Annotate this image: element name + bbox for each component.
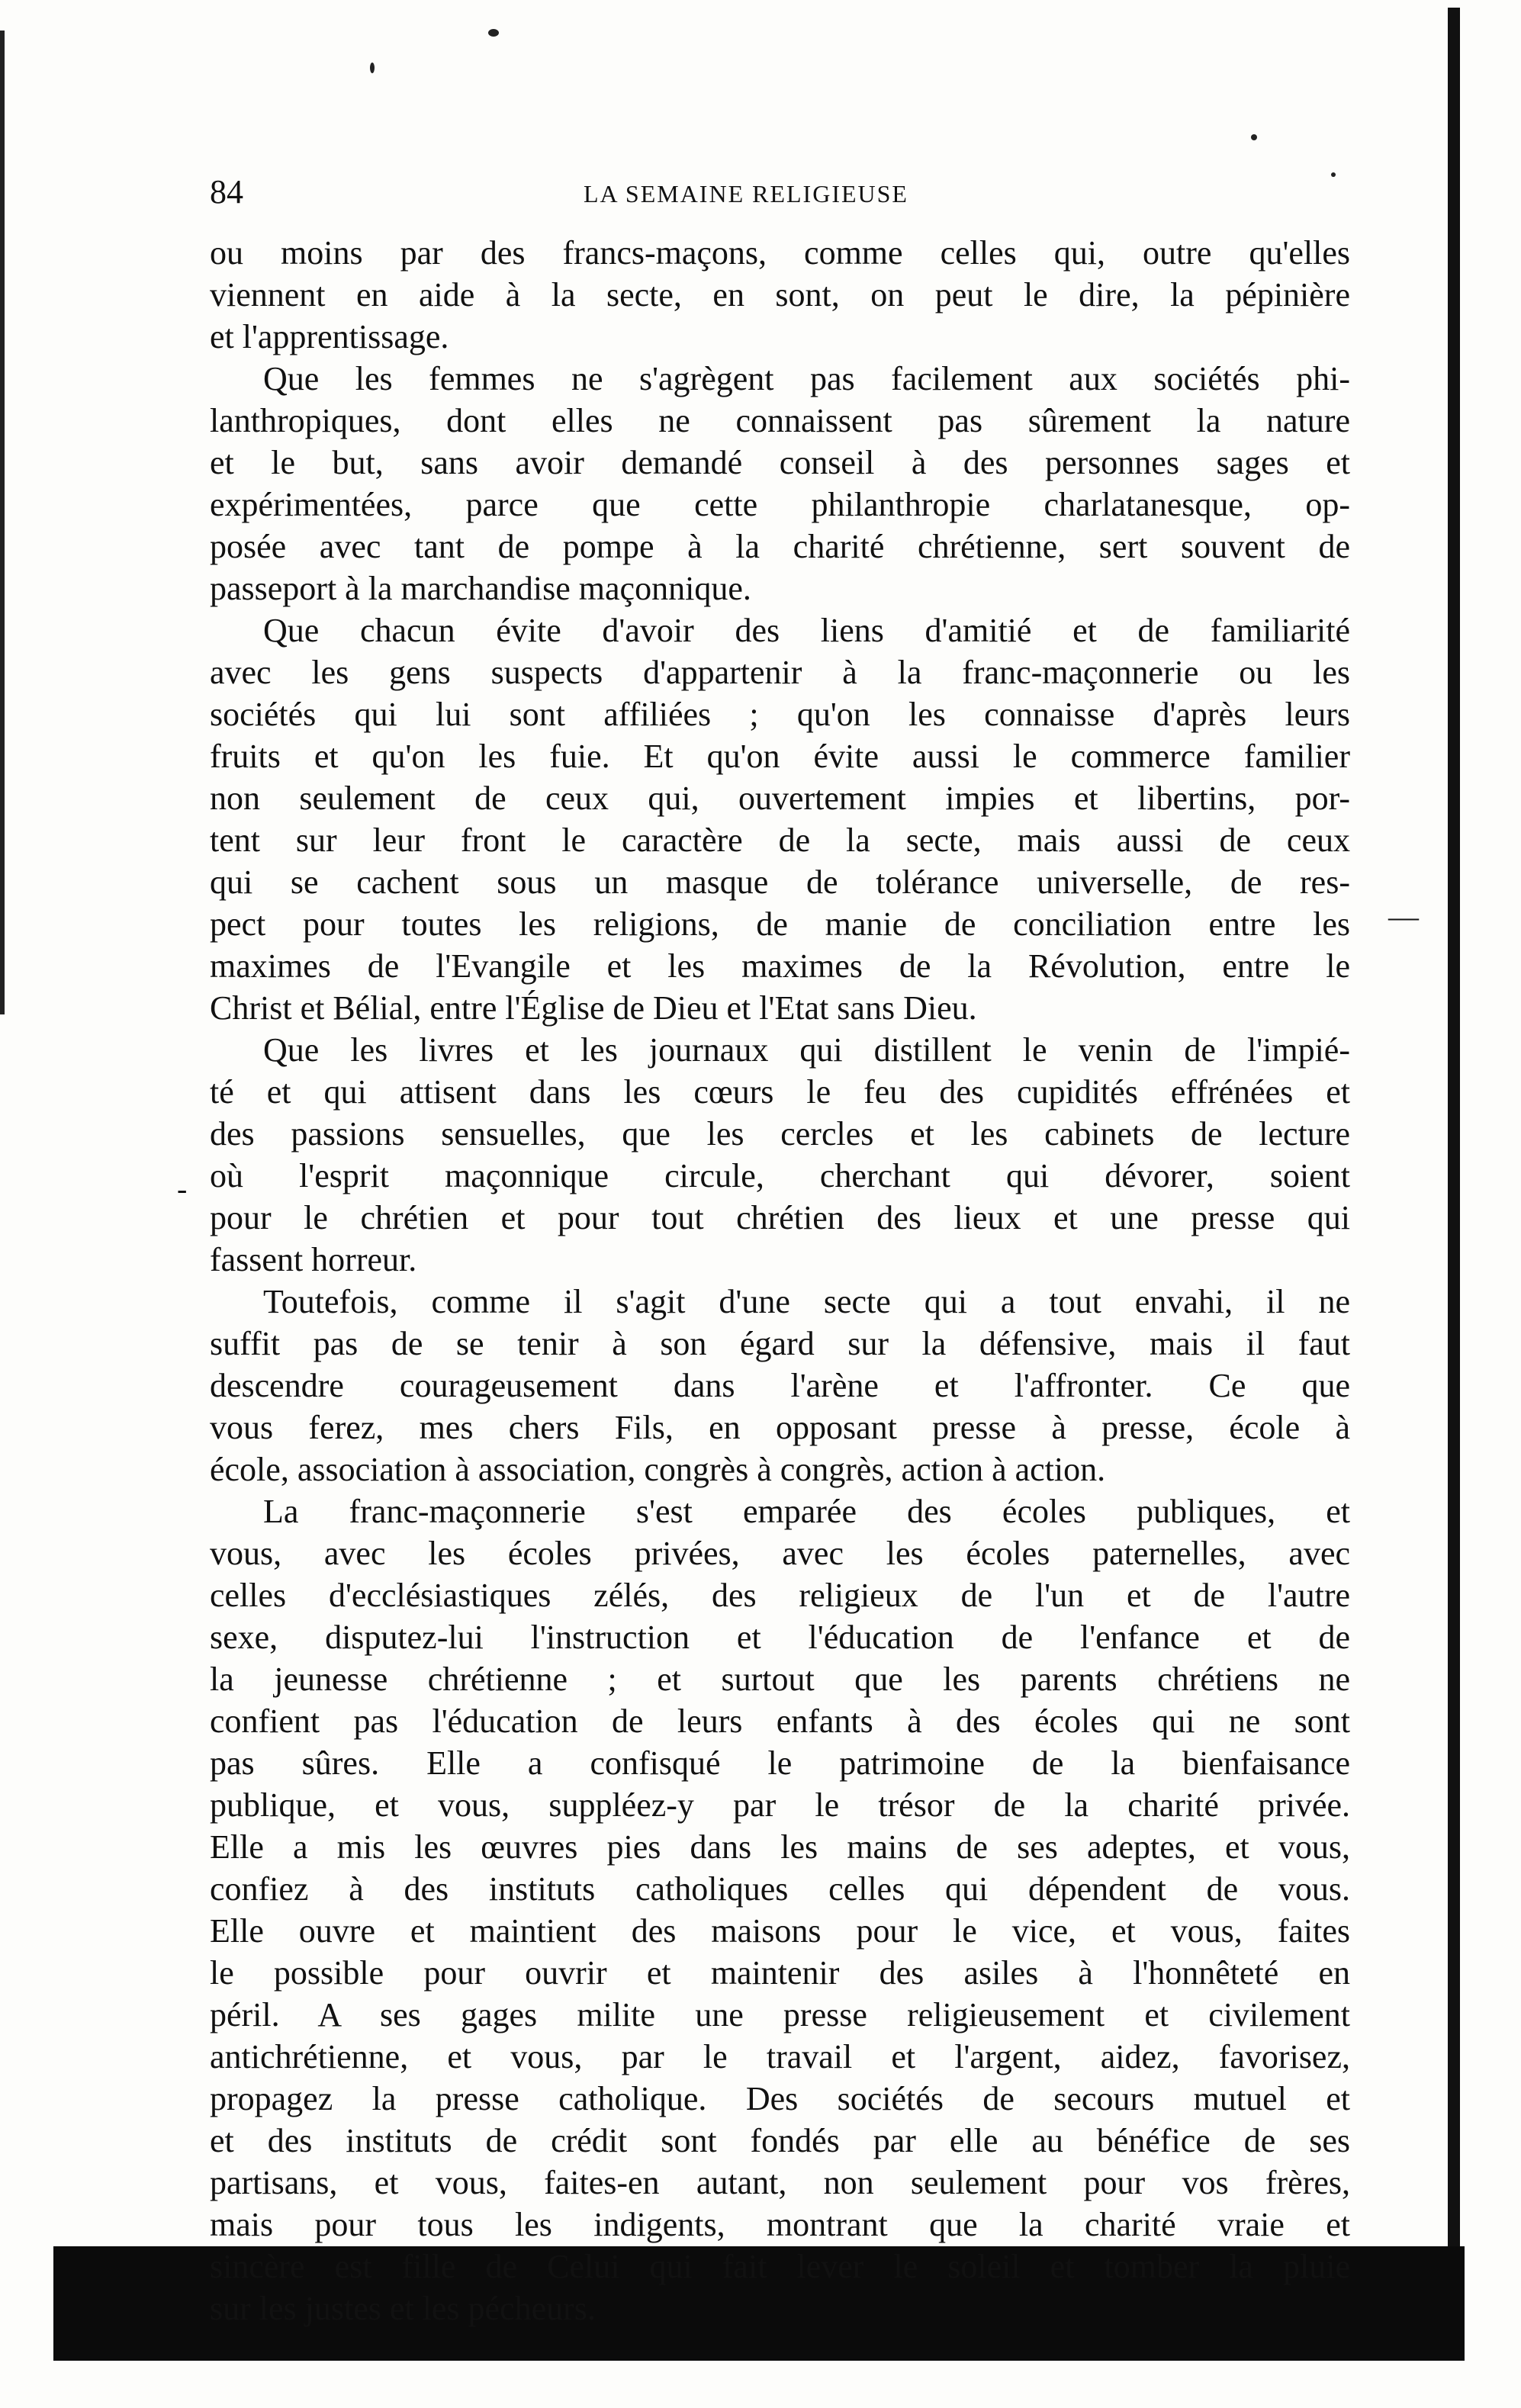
text-line: tent sur leur front le caractère de la secte, mais aussi de ceux <box>210 821 1350 859</box>
text-line: pas sûres. Elle a confisqué le patrimoine de la bienfaisance <box>210 1744 1350 1782</box>
text-line: té et qui attisent dans les cœurs le feu des cupidités effrénées et <box>210 1073 1350 1111</box>
body-text <box>210 232 1350 2329</box>
text-line: posée avec tant de pompe à la charité chrétienne, sert souvent de <box>210 528 1350 565</box>
page-number: 84 <box>210 173 243 211</box>
text-line: fruits et qu'on les fuie. Et qu'on évite aussi le commerce familier <box>210 738 1350 775</box>
scan-edge-right <box>1448 8 1460 2265</box>
text-line: La franc-maçonnerie s'est emparée des écoles publiques, et <box>263 1493 1350 1530</box>
running-title: LA SEMAINE RELIGIEUSE <box>584 180 908 207</box>
text-line: vous ferez, mes chers Fils, en opposant presse à presse, école à <box>210 1409 1350 1446</box>
text-line: Que les livres et les journaux qui distillent le venin de l'impié- <box>263 1031 1350 1069</box>
text-line: descendre courageusement dans l'arène et l'affronter. Ce que <box>210 1367 1350 1404</box>
text-line: vous, avec les écoles privées, avec les écoles paternelles, avec <box>210 1535 1350 1572</box>
text-line: celles d'ecclésiastiques zélés, des religieux de l'un et de l'autre <box>210 1577 1350 1614</box>
text-line: école, association à association, congrès à congrès, action à action. <box>210 1451 1106 1488</box>
text-line: suffit pas de se tenir à son égard sur la défensive, mais il faut <box>210 1325 1350 1362</box>
text-line: viennent en aide à la secte, en sont, on peut le dire, la pépinière <box>210 276 1350 313</box>
text-line: péril. A ses gages milite une presse religieusement et civilement <box>210 1996 1350 2033</box>
text-line: mais pour tous les indigents, montrant que la charité vraie et <box>210 2206 1350 2243</box>
text-line: et des instituts de crédit sont fondés par elle au bénéfice de ses <box>210 2122 1350 2159</box>
text-line: qui se cachent sous un masque de tolérance universelle, de res- <box>210 863 1350 901</box>
text-line: sur les justes et les pécheurs. <box>210 2290 596 2327</box>
text-line: propagez la presse catholique. Des sociétés de secours mutuel et <box>210 2080 1350 2117</box>
text-line: sociétés qui lui sont affiliées ; qu'on les connaisse d'après leurs <box>210 696 1350 733</box>
text-line: où l'esprit maçonnique circule, cherchant qui dévorer, soient <box>210 1157 1350 1194</box>
text-line: partisans, et vous, faites-en autant, non seulement pour vos frères, <box>210 2164 1350 2201</box>
margin-dash: — <box>1388 899 1419 934</box>
text-line: le possible pour ouvrir et maintenir des asiles à l'honnêteté en <box>210 1954 1350 1992</box>
scan-speck <box>488 29 499 37</box>
text-line: expérimentées, parce que cette philanthropie charlatanesque, op- <box>210 486 1350 523</box>
scan-speck <box>1251 134 1257 140</box>
text-line: Toutefois, comme il s'agit d'une secte qui a tout envahi, il ne <box>263 1283 1350 1320</box>
text-line: Elle ouvre et maintient des maisons pour le vice, et vous, faites <box>210 1912 1350 1950</box>
text-line: Que chacun évite d'avoir des liens d'amitié et de familiarité <box>263 612 1350 649</box>
text-line: passeport à la marchandise maçonnique. <box>210 570 751 607</box>
text-line: Christ et Bélial, entre l'Église de Dieu et l'Etat sans Dieu. <box>210 989 977 1027</box>
text-line: et le but, sans avoir demandé conseil à des personnes sages et <box>210 444 1350 481</box>
scan-edge-left <box>0 31 5 1014</box>
text-line: lanthropiques, dont elles ne connaissent pas sûrement la nature <box>210 402 1350 439</box>
text-line: avec les gens suspects d'appartenir à la franc-maçonnerie ou les <box>210 654 1350 691</box>
text-line: non seulement de ceux qui, ouvertement impies et libertins, por- <box>210 780 1350 817</box>
text-line: des passions sensuelles, que les cercles et les cabinets de lecture <box>210 1115 1350 1153</box>
text-line: maximes de l'Evangile et les maximes de la Révolution, entre le <box>210 947 1350 985</box>
text-line: Elle a mis les œuvres pies dans les mains de ses adeptes, et vous, <box>210 1828 1350 1866</box>
text-line: ou moins par des francs-maçons, comme celles qui, outre qu'elles <box>210 234 1350 272</box>
text-line: et l'apprentissage. <box>210 318 449 355</box>
text-line: pour le chrétien et pour tout chrétien des lieux et une presse qui <box>210 1199 1350 1236</box>
text-line: publique, et vous, suppléez-y par le trésor de la charité privée. <box>210 1786 1350 1824</box>
text-line: la jeunesse chrétienne ; et surtout que les parents chrétiens ne <box>210 1661 1350 1698</box>
text-line: sincère est fille de Celui qui fait lever le soleil et tomber la pluie <box>210 2248 1350 2285</box>
text-line: fassent horreur. <box>210 1241 417 1278</box>
scan-speck <box>370 63 375 73</box>
text-line: confiez à des instituts catholiques celles qui dépendent de vous. <box>210 1870 1350 1908</box>
margin-dash: - <box>177 1172 188 1206</box>
text-line: sexe, disputez-lui l'instruction et l'éducation de l'enfance et de <box>210 1619 1350 1656</box>
text-line: antichrétienne, et vous, par le travail et l'argent, aidez, favorisez, <box>210 2038 1350 2075</box>
text-line: pect pour toutes les religions, de manie de conciliation entre les <box>210 905 1350 943</box>
text-line: confient pas l'éducation de leurs enfants à des écoles qui ne sont <box>210 1702 1350 1740</box>
page-header <box>210 172 1392 211</box>
text-line: Que les femmes ne s'agrègent pas facilement aux sociétés phi- <box>263 360 1350 397</box>
